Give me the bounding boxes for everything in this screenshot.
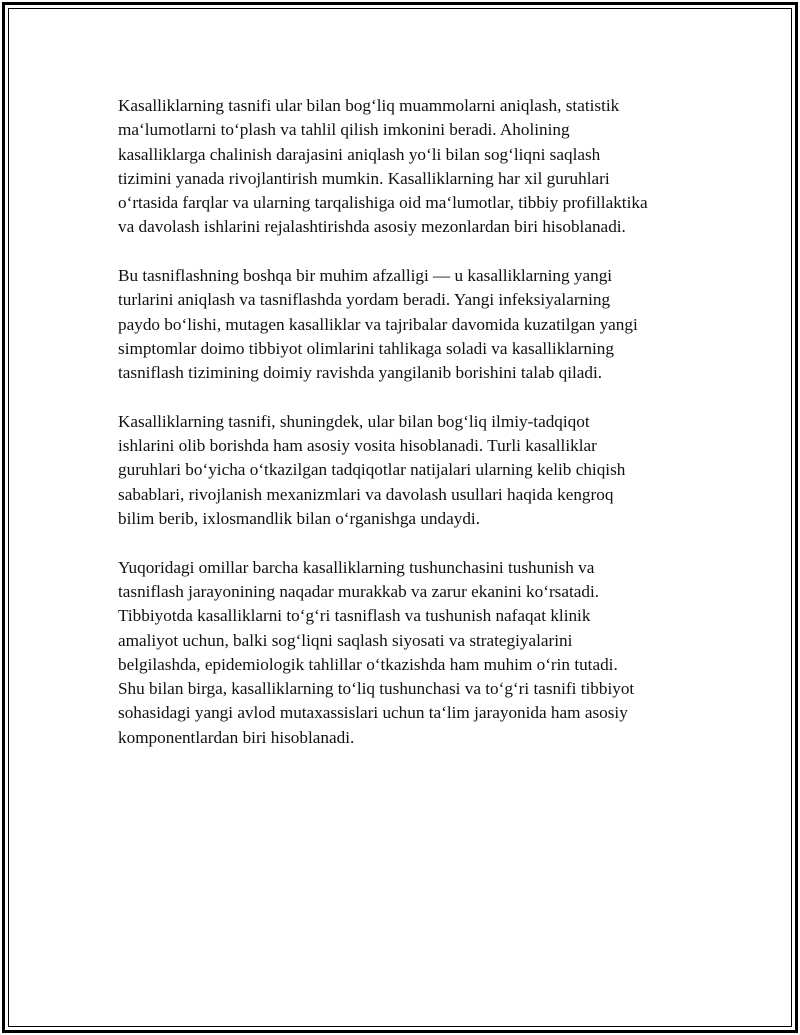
- text-line: kasalliklarga chalinish darajasini aniqlash yo‘li bilan sog‘liqni saqlash: [118, 144, 601, 164]
- text-line: Tibbiyotda kasalliklarni to‘g‘ri tasniflash va tushunish nafaqat klinik: [118, 606, 591, 626]
- text-line: sabablari, rivojlanish mexanizmlari va davolash usullari haqida kengroq: [118, 484, 614, 504]
- text-line: Yuqoridagi omillar barcha kasalliklarning tushunchasini tushunish va: [118, 557, 595, 577]
- text-line: guruhlari bo‘yicha o‘tkazilgan tadqiqotlar natijalari ularning kelib chiqish: [118, 460, 626, 480]
- text-line: turlarini aniqlash va tasniflashda yordam beradi. Yangi infeksiyalarning: [118, 290, 611, 310]
- text-line: tizimini yanada rivojlantirish mumkin. Kasalliklarning har xil guruhlari: [118, 168, 610, 188]
- text-line: amaliyot uchun, balki sog‘liqni saqlash siyosati va strategiyalarini: [118, 630, 573, 650]
- paragraph-3: [118, 410, 698, 531]
- text-line: Shu bilan birga, kasalliklarning to‘liq tushunchasi va to‘g‘ri tasnifi tibbiyot: [118, 679, 635, 699]
- paragraph-1: [118, 94, 698, 240]
- paragraph-2: [118, 264, 698, 385]
- text-line: sohasidagi yangi avlod mutaxassislari uchun ta‘lim jarayonida ham asosiy: [118, 703, 628, 723]
- paragraph-4: [118, 556, 698, 750]
- text-line: simptomlar doimo tibbiyot olimlarini tahlikaga soladi va kasalliklarning: [118, 338, 614, 358]
- text-line: tasniflash tizimining doimiy ravishda yangilanib borishini talab qiladi.: [118, 363, 603, 383]
- text-line: va davolash ishlarini rejalashtirishda asosiy mezonlardan biri hisoblanadi.: [118, 217, 626, 237]
- text-line: tasniflash jarayonining naqadar murakkab va zarur ekanini ko‘rsatadi.: [118, 581, 600, 601]
- text-line: o‘rtasida farqlar va ularning tarqalishiga oid ma‘lumotlar, tibbiy profillaktika: [118, 193, 648, 213]
- text-line: Kasalliklarning tasnifi ular bilan bog‘liq muammolarni aniqlash, statistik: [118, 96, 620, 115]
- text-line: bilim berib, ixlosmandlik bilan o‘rganishga undaydi.: [118, 509, 481, 529]
- text-line: ishlarini olib borishda ham asosiy vosita hisoblanadi. Turli kasalliklar: [118, 436, 597, 456]
- text-line: belgilashda, epidemiologik tahlillar o‘tkazishda ham muhim o‘rin tutadi.: [118, 654, 618, 674]
- text-line: paydo bo‘lishi, mutagen kasalliklar va tajribalar davomida kuzatilgan yangi: [118, 314, 638, 334]
- text-line: Kasalliklarning tasnifi, shuningdek, ular bilan bog‘liq ilmiy-tadqiqot: [118, 411, 590, 431]
- text-line: komponentlardan biri hisoblanadi.: [118, 727, 355, 747]
- text-line: ma‘lumotlarni to‘plash va tahlil qilish imkonini beradi. Aholining: [118, 120, 570, 140]
- document-body: [118, 94, 698, 774]
- text-line: Bu tasniflashning boshqa bir muhim afzalligi — u kasalliklarning yangi: [118, 266, 613, 286]
